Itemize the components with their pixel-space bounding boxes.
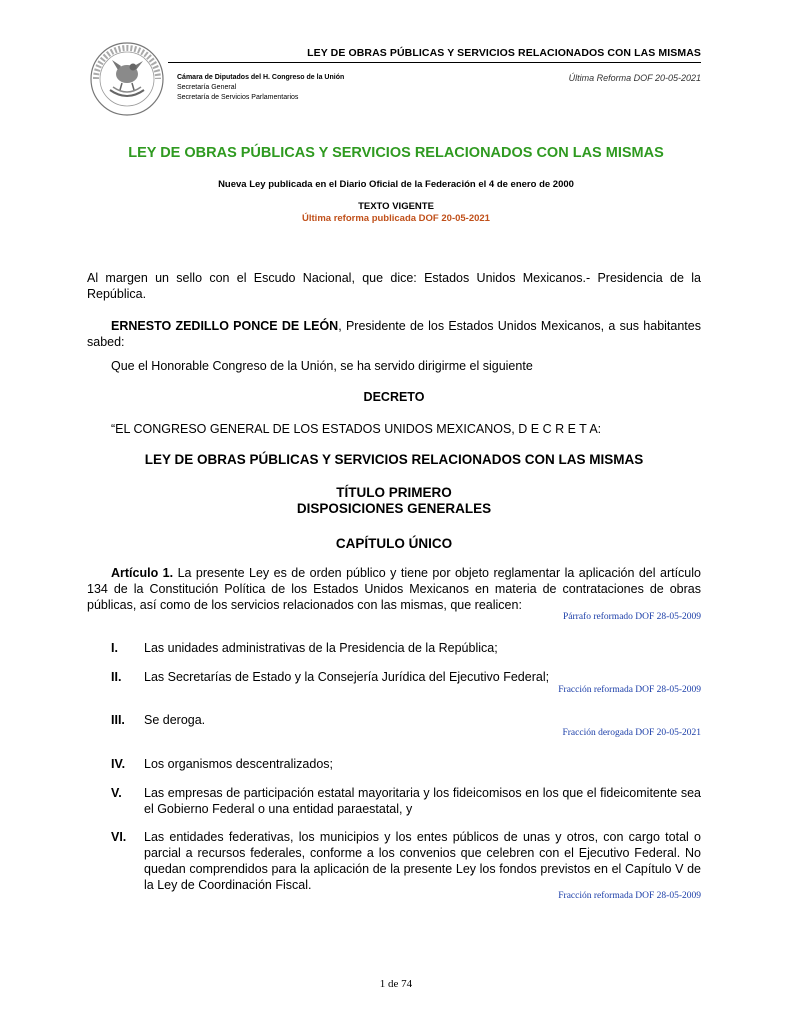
secretaria-general: Secretaría General	[177, 84, 237, 91]
president-paragraph	[87, 318, 701, 350]
fraction-number: IV.	[111, 757, 126, 771]
texto-vigente-label: TEXTO VIGENTE	[358, 201, 434, 212]
fraction-number: V.	[111, 786, 122, 800]
president-rest: , Presidente de los Estados Unidos Mexicanos, a sus habitantes sabed:	[87, 319, 701, 349]
president-name: ERNESTO ZEDILLO PONCE DE LEÓN	[111, 319, 339, 333]
fraction-text: Las unidades administrativas de la Presidencia de la República;	[144, 641, 498, 655]
fraction-text: Los organismos descentralizados;	[144, 757, 333, 771]
fraction-note: Fracción reformada DOF 28-05-2009	[558, 891, 701, 901]
page-number: 1 de 74	[379, 978, 413, 990]
article-1-paragraph	[87, 565, 701, 613]
law-title-heading: LEY DE OBRAS PÚBLICAS Y SERVICIOS RELACIONADOS CON LAS MISMAS	[144, 452, 644, 467]
congreso-paragraph: Que el Honorable Congreso de la Unión, se ha servido dirigirme el siguiente	[111, 359, 533, 373]
chamber-name: Cámara de Diputados del H. Congreso de la Unión	[177, 74, 345, 81]
fraction-note: Fracción reformada DOF 28-05-2009	[558, 685, 701, 695]
decreta-paragraph: “EL CONGRESO GENERAL DE LOS ESTADOS UNIDOS MEXICANOS, D E C R E T A:	[111, 422, 602, 436]
titulo-name-heading: DISPOSICIONES GENERALES	[296, 501, 492, 516]
escudo-nacional-seal-icon	[88, 40, 166, 118]
fraction-number: I.	[111, 641, 118, 655]
publication-line: Nueva Ley publicada en el Diario Oficial de la Federación el 4 de enero de 2000	[218, 179, 574, 190]
fraction-text: Se deroga.	[144, 713, 206, 727]
document-title: LEY DE OBRAS PÚBLICAS Y SERVICIOS RELACIONADOS CON LAS MISMAS	[128, 145, 664, 161]
header-divider	[168, 62, 701, 63]
fraction-note: Fracción derogada DOF 20-05-2021	[562, 728, 701, 738]
fraction-number: III.	[111, 713, 125, 727]
running-title: LEY DE OBRAS PÚBLICAS Y SERVICIOS RELACIONADOS CON LAS MISMAS	[307, 47, 701, 59]
fraction-number: II.	[111, 670, 122, 684]
fraction-text: Las Secretarías de Estado y la Consejería Jurídica del Ejecutivo Federal;	[144, 670, 550, 684]
titulo-heading: TÍTULO PRIMERO	[336, 485, 452, 500]
secretaria-servicios: Secretaría de Servicios Parlamentarios	[177, 94, 299, 101]
decreto-heading: DECRETO	[363, 390, 425, 404]
fraction-number: VI.	[111, 830, 127, 844]
article-text: La presente Ley es de orden público y tiene por objeto reglamentar la aplicación del artículo 134 de la Constitución Política de los Estados Unidos Mexicanos en materia de contrataciones de obras públicas, así como de los servicios relacionados con las mismas, que realicen:	[87, 566, 701, 612]
article-label: Artículo 1.	[111, 566, 174, 580]
fraction-text: Las empresas de participación estatal mayoritaria y los fideicomisos en los que el fideicomitente sea el Gobierno Federal o una entidad paraestatal, y	[144, 786, 701, 816]
header-last-reform: Última Reforma DOF 20-05-2021	[568, 73, 701, 83]
fraction-text: Las entidades federativas, los municipios y los entes públicos de unas y otros, con cargo total o parcial a recursos federales, conforme a los convenios que celebren con el Ejecutivo Federal. No quedan comprendidos para la aplicación de la presente Ley los fondos previstos en el Capítulo V de la Ley de Coordinación Fiscal.	[144, 830, 701, 892]
capitulo-heading: CAPÍTULO ÚNICO	[335, 536, 453, 551]
article-note: Párrafo reformado DOF 28-05-2009	[563, 612, 701, 622]
margen-paragraph: Al margen un sello con el Escudo Nacional, que dice: Estados Unidos Mexicanos.- Presidencia de la República.	[87, 271, 701, 301]
ultima-reforma-label: Última reforma publicada DOF 20-05-2021	[302, 213, 490, 224]
header-institution	[177, 73, 344, 103]
